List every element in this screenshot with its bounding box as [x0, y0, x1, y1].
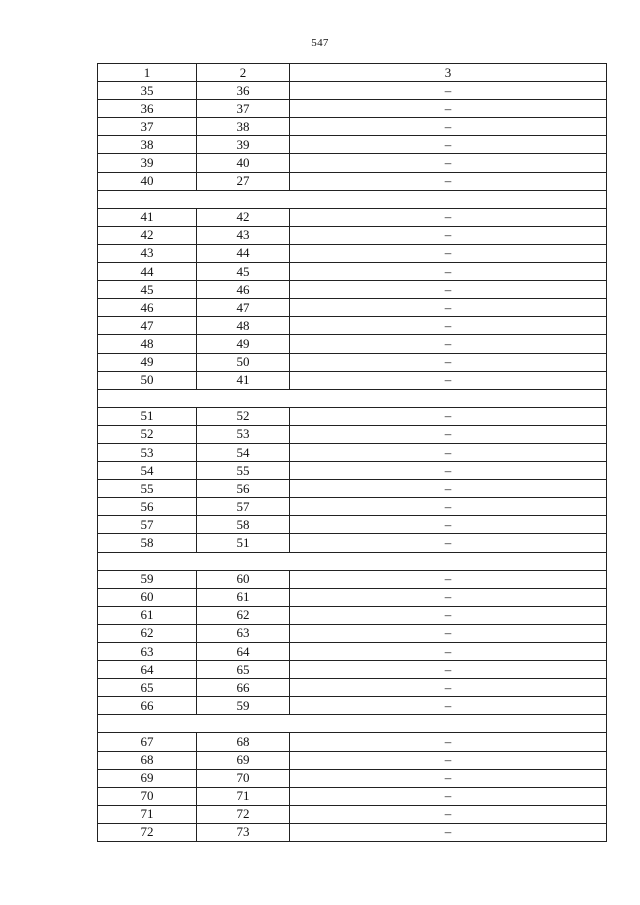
- table-cell-col-1: 58: [98, 534, 197, 552]
- table-cell-col-1: 56: [98, 498, 197, 516]
- table-row: [98, 136, 607, 154]
- table-cell-col-2: 63: [197, 624, 290, 642]
- table-row: [98, 697, 607, 715]
- group-separator-row: [98, 715, 607, 733]
- table-cell-col-1: 37: [98, 118, 197, 136]
- table-cell-col-3: –: [290, 733, 607, 751]
- table-row: [98, 118, 607, 136]
- data-table: [97, 63, 607, 842]
- table-cell-col-1: 51: [98, 407, 197, 425]
- table-cell-col-2: 68: [197, 733, 290, 751]
- table-cell-col-2: 36: [197, 82, 290, 100]
- table-cell-col-2: 72: [197, 805, 290, 823]
- table-row: [98, 534, 607, 552]
- table-cell-col-2: 56: [197, 480, 290, 498]
- table-row: [98, 823, 607, 841]
- table-cell-col-3: –: [290, 335, 607, 353]
- group-separator-row: [98, 552, 607, 570]
- table-cell-col-3: –: [290, 751, 607, 769]
- table-cell-col-2: 44: [197, 244, 290, 262]
- table-row: [98, 263, 607, 281]
- table-cell-col-3: –: [290, 534, 607, 552]
- table-cell-col-2: 59: [197, 697, 290, 715]
- table-cell-col-2: 48: [197, 317, 290, 335]
- table-row: [98, 751, 607, 769]
- group-separator-cell: [98, 389, 607, 407]
- column-header-3: 3: [290, 64, 607, 82]
- table-row: [98, 154, 607, 172]
- table-cell-col-1: 68: [98, 751, 197, 769]
- table-cell-col-1: 42: [98, 226, 197, 244]
- table-cell-col-3: –: [290, 263, 607, 281]
- table-cell-col-2: 62: [197, 606, 290, 624]
- table-row: [98, 516, 607, 534]
- table-cell-col-3: –: [290, 136, 607, 154]
- table-row: [98, 82, 607, 100]
- table-cell-col-3: –: [290, 643, 607, 661]
- table-cell-col-3: –: [290, 281, 607, 299]
- table-cell-col-2: 42: [197, 208, 290, 226]
- table-cell-col-1: 41: [98, 208, 197, 226]
- table-cell-col-2: 70: [197, 769, 290, 787]
- table-cell-col-3: –: [290, 679, 607, 697]
- table-cell-col-1: 46: [98, 299, 197, 317]
- table-row: [98, 353, 607, 371]
- table-cell-col-2: 46: [197, 281, 290, 299]
- table-cell-col-2: 53: [197, 425, 290, 443]
- table-row: [98, 643, 607, 661]
- table-cell-col-2: 45: [197, 263, 290, 281]
- table-cell-col-1: 48: [98, 335, 197, 353]
- table-row: [98, 733, 607, 751]
- table-row: [98, 281, 607, 299]
- table-cell-col-3: –: [290, 805, 607, 823]
- table-row: [98, 462, 607, 480]
- table-row: [98, 317, 607, 335]
- table-cell-col-2: 40: [197, 154, 290, 172]
- table-cell-col-2: 37: [197, 100, 290, 118]
- table-cell-col-2: 58: [197, 516, 290, 534]
- table-cell-col-2: 27: [197, 172, 290, 190]
- table-cell-col-2: 52: [197, 407, 290, 425]
- table-cell-col-3: –: [290, 407, 607, 425]
- table-cell-col-1: 70: [98, 787, 197, 805]
- table-cell-col-1: 72: [98, 823, 197, 841]
- table-cell-col-3: –: [290, 353, 607, 371]
- table-body: [98, 82, 607, 842]
- table-cell-col-1: 38: [98, 136, 197, 154]
- table-cell-col-1: 54: [98, 462, 197, 480]
- table-cell-col-3: –: [290, 661, 607, 679]
- table-cell-col-3: –: [290, 516, 607, 534]
- table-row: [98, 100, 607, 118]
- table-cell-col-2: 55: [197, 462, 290, 480]
- table-row: [98, 661, 607, 679]
- table-cell-col-2: 73: [197, 823, 290, 841]
- table-row: [98, 805, 607, 823]
- table-cell-col-3: –: [290, 570, 607, 588]
- table-cell-col-2: 50: [197, 353, 290, 371]
- table-cell-col-1: 49: [98, 353, 197, 371]
- table-cell-col-2: 71: [197, 787, 290, 805]
- table-cell-col-2: 64: [197, 643, 290, 661]
- table-cell-col-1: 62: [98, 624, 197, 642]
- table-cell-col-2: 39: [197, 136, 290, 154]
- table-row: [98, 588, 607, 606]
- table-row: [98, 498, 607, 516]
- table-row: [98, 679, 607, 697]
- table-cell-col-3: –: [290, 244, 607, 262]
- table-row: [98, 443, 607, 461]
- table-row: [98, 407, 607, 425]
- table-cell-col-1: 53: [98, 443, 197, 461]
- table-row: [98, 244, 607, 262]
- table-row: [98, 208, 607, 226]
- table-row: [98, 226, 607, 244]
- table-cell-col-3: –: [290, 823, 607, 841]
- table-cell-col-2: 41: [197, 371, 290, 389]
- table-cell-col-1: 69: [98, 769, 197, 787]
- table-row: [98, 769, 607, 787]
- table-cell-col-3: –: [290, 425, 607, 443]
- group-separator-row: [98, 190, 607, 208]
- table-cell-col-1: 57: [98, 516, 197, 534]
- table-cell-col-3: –: [290, 588, 607, 606]
- table-cell-col-3: –: [290, 299, 607, 317]
- table-cell-col-3: –: [290, 100, 607, 118]
- table-row: [98, 624, 607, 642]
- table-cell-col-1: 35: [98, 82, 197, 100]
- table-cell-col-1: 43: [98, 244, 197, 262]
- table-cell-col-1: 39: [98, 154, 197, 172]
- table-row: [98, 172, 607, 190]
- table-cell-col-2: 49: [197, 335, 290, 353]
- table-cell-col-1: 52: [98, 425, 197, 443]
- table-cell-col-3: –: [290, 498, 607, 516]
- table-row: [98, 787, 607, 805]
- table-cell-col-3: –: [290, 480, 607, 498]
- group-separator-cell: [98, 552, 607, 570]
- table-cell-col-3: –: [290, 769, 607, 787]
- table-row: [98, 371, 607, 389]
- table-row: [98, 299, 607, 317]
- table-row: [98, 480, 607, 498]
- table-cell-col-3: –: [290, 226, 607, 244]
- table-cell-col-2: 43: [197, 226, 290, 244]
- table-cell-col-3: –: [290, 624, 607, 642]
- table-cell-col-1: 55: [98, 480, 197, 498]
- table-cell-col-3: –: [290, 697, 607, 715]
- table-cell-col-2: 47: [197, 299, 290, 317]
- table-cell-col-2: 51: [197, 534, 290, 552]
- table-row: [98, 425, 607, 443]
- table-cell-col-2: 57: [197, 498, 290, 516]
- table-cell-col-3: –: [290, 208, 607, 226]
- page-number: 547: [311, 37, 329, 49]
- table-cell-col-3: –: [290, 787, 607, 805]
- table-cell-col-2: 38: [197, 118, 290, 136]
- table-cell-col-1: 61: [98, 606, 197, 624]
- table-cell-col-1: 59: [98, 570, 197, 588]
- table-cell-col-1: 44: [98, 263, 197, 281]
- table-cell-col-1: 47: [98, 317, 197, 335]
- column-header-2: 2: [197, 64, 290, 82]
- table-cell-col-1: 65: [98, 679, 197, 697]
- table-cell-col-1: 66: [98, 697, 197, 715]
- table-cell-col-3: –: [290, 118, 607, 136]
- table-cell-col-1: 36: [98, 100, 197, 118]
- table-cell-col-1: 67: [98, 733, 197, 751]
- table-cell-col-3: –: [290, 82, 607, 100]
- table-cell-col-3: –: [290, 443, 607, 461]
- table-header-row: [98, 64, 607, 82]
- table-cell-col-1: 64: [98, 661, 197, 679]
- table-cell-col-3: –: [290, 172, 607, 190]
- group-separator-cell: [98, 715, 607, 733]
- group-separator-cell: [98, 190, 607, 208]
- table-row: [98, 335, 607, 353]
- table-cell-col-3: –: [290, 462, 607, 480]
- table-row: [98, 570, 607, 588]
- table-cell-col-1: 50: [98, 371, 197, 389]
- group-separator-row: [98, 389, 607, 407]
- table-cell-col-2: 69: [197, 751, 290, 769]
- table-cell-col-2: 60: [197, 570, 290, 588]
- table-cell-col-2: 65: [197, 661, 290, 679]
- table-cell-col-3: –: [290, 317, 607, 335]
- table-cell-col-1: 45: [98, 281, 197, 299]
- table-row: [98, 606, 607, 624]
- table-cell-col-2: 54: [197, 443, 290, 461]
- table-cell-col-2: 61: [197, 588, 290, 606]
- table-cell-col-1: 71: [98, 805, 197, 823]
- table-cell-col-3: –: [290, 371, 607, 389]
- table-cell-col-2: 66: [197, 679, 290, 697]
- table-cell-col-3: –: [290, 154, 607, 172]
- table-cell-col-3: –: [290, 606, 607, 624]
- column-header-1: 1: [98, 64, 197, 82]
- table-cell-col-1: 40: [98, 172, 197, 190]
- table-cell-col-1: 60: [98, 588, 197, 606]
- table-cell-col-1: 63: [98, 643, 197, 661]
